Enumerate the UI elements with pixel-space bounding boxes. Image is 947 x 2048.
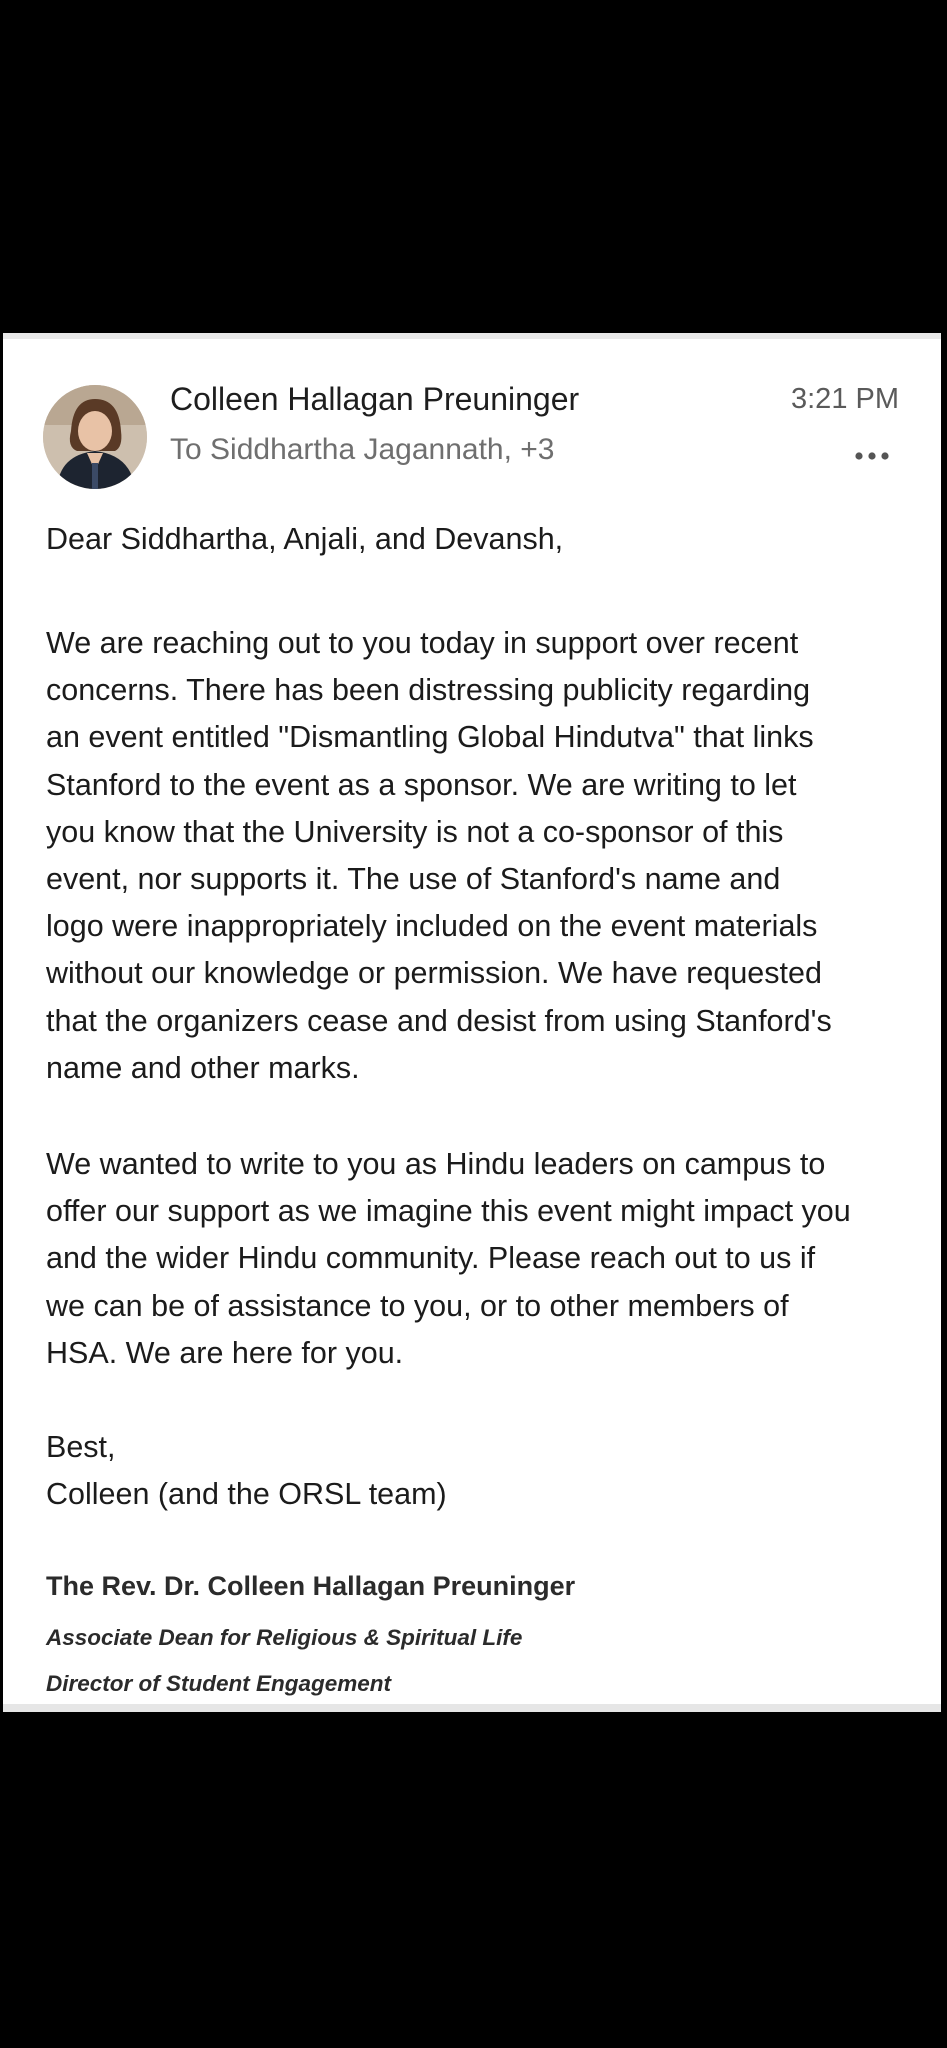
paragraph-line: logo were inappropriately included on the event materials — [46, 909, 818, 944]
paragraph-line: name and other marks. — [46, 1050, 360, 1085]
sender-avatar[interactable] — [43, 385, 147, 489]
email-closing — [46, 1424, 916, 1518]
paragraph-line: We are reaching out to you today in support over recent — [46, 626, 799, 660]
email-message-card — [3, 333, 941, 1712]
paragraph-line: that the organizers cease and desist from using Stanford's — [46, 1003, 832, 1038]
email-paragraph-1 — [46, 620, 916, 1092]
closing-line: Colleen (and the ORSL team) — [46, 1477, 447, 1512]
avatar-photo-icon — [43, 385, 147, 489]
paragraph-line: We wanted to write to you as Hindu leaders on campus to — [46, 1147, 826, 1181]
email-paragraph-2 — [46, 1141, 916, 1377]
paragraph-line: HSA. We are here for you. — [46, 1335, 404, 1370]
signature-name: The Rev. Dr. Colleen Hallagan Preuninger — [46, 1571, 576, 1601]
paragraph-line: and the wider Hindu community. Please reach out to us if — [46, 1241, 816, 1276]
email-greeting — [46, 516, 916, 563]
closing-line: Best, — [46, 1430, 116, 1464]
paragraph-line: we can be of assistance to you, or to other members of — [46, 1288, 789, 1323]
paragraph-line: concerns. There has been distressing publicity regarding — [46, 673, 811, 708]
paragraph-line: you know that the University is not a co-sponsor of this — [46, 814, 784, 849]
message-time: 3:21 PM — [791, 383, 899, 415]
paragraph-line: an event entitled "Dismantling Global Hindutva" that links — [46, 720, 814, 755]
more-horizontal-icon[interactable] — [853, 449, 891, 463]
sender-name[interactable]: Colleen Hallagan Preuninger — [170, 381, 580, 417]
paragraph-line: event, nor supports it. The use of Stanford's name and — [46, 862, 781, 897]
recipients-line[interactable]: To Siddhartha Jagannath, +3 — [170, 433, 555, 466]
paragraph-line: Stanford to the event as a sponsor. We are writing to let — [46, 767, 797, 802]
greeting-line: Dear Siddhartha, Anjali, and Devansh, — [46, 522, 564, 556]
paragraph-line: offer our support as we imagine this event might impact you — [46, 1194, 851, 1229]
signature-title: Associate Dean for Religious & Spiritual Life — [46, 1625, 523, 1650]
paragraph-line: without our knowledge or permission. We have requested — [46, 956, 822, 991]
signature-title: Director of Student Engagement — [46, 1671, 392, 1696]
